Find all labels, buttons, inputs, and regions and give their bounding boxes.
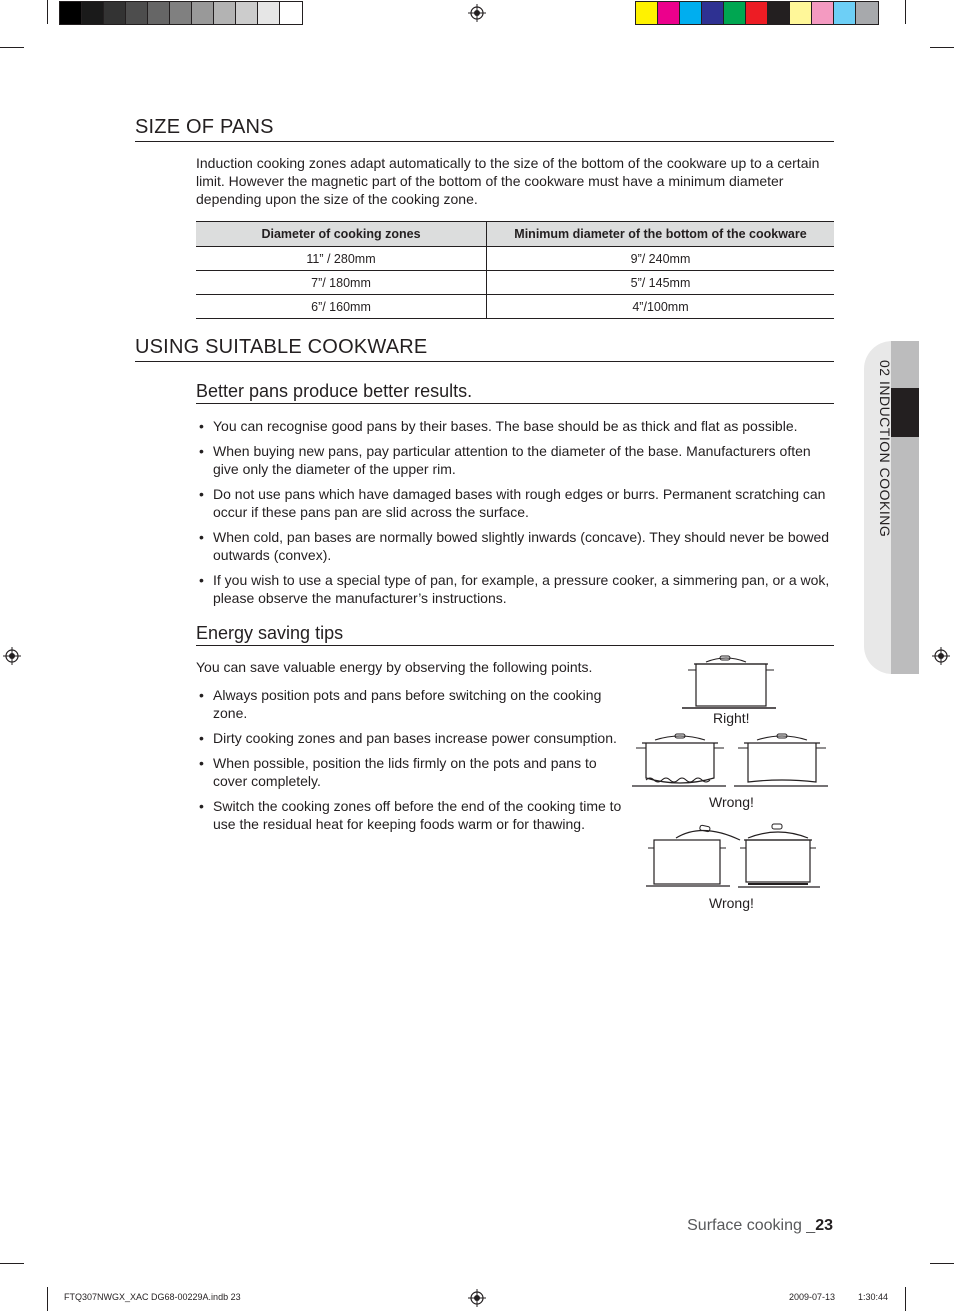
pot-wrong-concave-illustration [630, 732, 730, 790]
pot-wrong-lid-illustration [644, 822, 744, 888]
color-swatch [658, 2, 680, 24]
registration-mark-icon [468, 4, 486, 22]
table-cell: 7”/ 180mm [196, 271, 487, 295]
color-swatch [856, 2, 878, 24]
list-item: • Always position pots and pans before switching on the cooking zone. [196, 686, 626, 722]
subtitle-better-pans: Better pans produce better results. [196, 380, 834, 404]
table-cell: 6”/ 160mm [196, 295, 487, 319]
pot-wrong-small-zone-illustration [734, 822, 826, 888]
table-header-cell: Diameter of cooking zones [196, 222, 487, 247]
color-swatch [812, 2, 834, 24]
pot-wrong-convex-illustration [732, 732, 832, 790]
color-swatch [702, 2, 724, 24]
crop-mark [905, 1287, 906, 1311]
color-swatch [636, 2, 658, 24]
chapter-tab-label: 02 INDUCTION COOKING [877, 360, 893, 538]
caption-right: Right! [713, 710, 750, 726]
section-title-size-of-pans: SIZE OF PANS [135, 115, 834, 142]
list-item: • When cold, pan bases are normally bowed slightly inwards (concave). They should never be bowed outwards (convex). [196, 528, 832, 564]
energy-saving-intro: You can save valuable energy by observing the following points. [196, 659, 593, 675]
table-cell: 5”/ 145mm [487, 271, 835, 295]
grayscale-color-bar [59, 1, 303, 25]
crop-mark [930, 47, 954, 48]
pan-size-table [196, 221, 834, 319]
registration-mark-icon [3, 647, 21, 665]
energy-bullet-list [196, 686, 626, 840]
table-row [196, 271, 834, 295]
cookware-bullet-list [196, 417, 832, 614]
table-header-row [196, 222, 834, 247]
color-swatch [60, 2, 82, 24]
print-file-name: FTQ307NWGX_XAC DG68-00229A.indb 23 [64, 1292, 241, 1302]
crop-mark [47, 1287, 48, 1311]
list-item: • Switch the cooking zones off before the end of the cooking time to use the residual heat for keeping foods warm or for thawing. [196, 797, 626, 833]
crop-mark [47, 0, 48, 24]
crop-mark [905, 0, 906, 24]
list-item: • When buying new pans, pay particular attention to the diameter of the base. Manufacturers often give only the diameter of the upper rim. [196, 442, 832, 478]
caption-wrong-2: Wrong! [709, 895, 754, 911]
color-swatch [82, 2, 104, 24]
table-cell: 4”/100mm [487, 295, 835, 319]
table-row [196, 247, 834, 271]
process-color-bar [635, 1, 879, 25]
color-swatch [280, 2, 302, 24]
color-swatch [258, 2, 280, 24]
section-title-suitable-cookware: USING SUITABLE COOKWARE [135, 335, 834, 362]
color-swatch [170, 2, 192, 24]
color-swatch [192, 2, 214, 24]
color-swatch [790, 2, 812, 24]
table-header-cell: Minimum diameter of the bottom of the cookware [487, 222, 835, 247]
color-swatch [104, 2, 126, 24]
list-item: • When possible, position the lids firmly on the pots and pans to cover completely. [196, 754, 626, 790]
color-swatch [834, 2, 856, 24]
color-swatch [236, 2, 258, 24]
list-item: • Do not use pans which have damaged bases with rough edges or burrs. Permanent scratching can occur if these pans pan are slid across the surface. [196, 485, 832, 521]
crop-mark [930, 1263, 954, 1264]
table-cell: 9”/ 240mm [487, 247, 835, 271]
list-item: • If you wish to use a special type of pan, for example, a pressure cooker, a simmering pan, or a wok, please observe the manufacturer’s instructions. [196, 571, 832, 607]
subtitle-energy-saving: Energy saving tips [196, 622, 834, 646]
color-swatch [148, 2, 170, 24]
registration-mark-icon [468, 1289, 486, 1307]
color-swatch [724, 2, 746, 24]
caption-wrong-1: Wrong! [709, 794, 754, 810]
page-number: 23 [815, 1217, 833, 1234]
color-swatch [768, 2, 790, 24]
table-row [196, 295, 834, 319]
pot-right-illustration [676, 652, 786, 712]
list-item: • You can recognise good pans by their bases. The base should be as thick and flat as possible. [196, 417, 832, 435]
registration-mark-icon [932, 647, 950, 665]
crop-mark [0, 47, 24, 48]
color-swatch [680, 2, 702, 24]
table-cell: 11” / 280mm [196, 247, 487, 271]
color-swatch [746, 2, 768, 24]
list-item: • Dirty cooking zones and pan bases increase power consumption. [196, 729, 626, 747]
chapter-tab-marker [891, 388, 919, 437]
print-time: 1:30:44 [858, 1292, 889, 1302]
crop-mark [0, 1263, 24, 1264]
color-swatch [214, 2, 236, 24]
footer-section-label: Surface cooking _ [687, 1217, 816, 1234]
size-of-pans-intro: Induction cooking zones adapt automatically to the size of the bottom of the cookware up to a certain limit. However the magnetic part of the bottom of the cookware must have a minimum diameter depending upon the size of the cooking zone. [196, 155, 820, 207]
page-footer [687, 1217, 833, 1235]
color-swatch [126, 2, 148, 24]
print-date: 2009-07-13 [789, 1292, 836, 1302]
